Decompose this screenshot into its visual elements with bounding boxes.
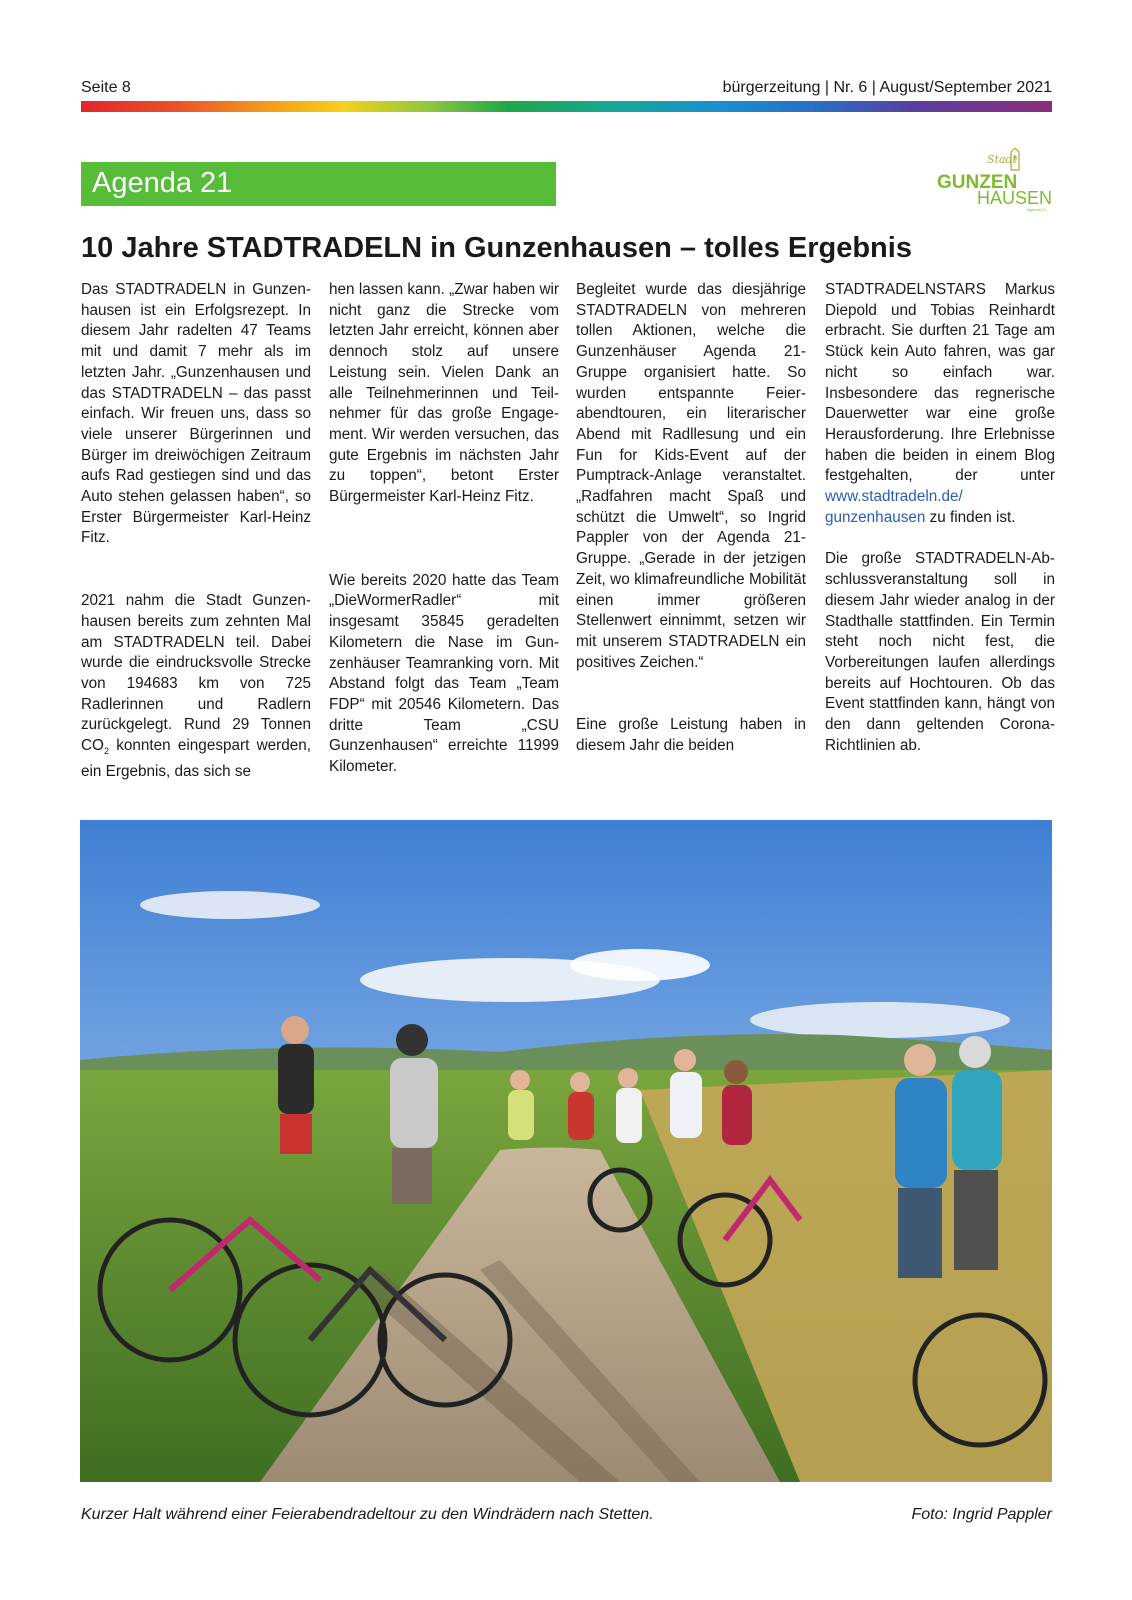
issue-info: bürgerzeitung | Nr. 6 | August/September 2021 [722, 79, 1052, 96]
column-4 [825, 280, 1055, 756]
paragraph: 2021 nahm die Stadt Gunzenhausen bereits zum zehnten Mal am STADTRADELN teil. Dabei wurde die eindrucksvolle Strecke von 194683 km von 725 Radlerinnen und Radlern zurückgelegt. Rund 29 Tonnen $CO_2$ konnten eingespart werden, ein Ergebnis, das sich se [81, 592, 311, 780]
logo-line2: HAUSEN [977, 188, 1053, 208]
photo-illustration [80, 820, 1052, 1482]
paragraph: Eine große Leistung haben in diesem Jahr die beiden [576, 716, 806, 755]
article-headline: 10 Jahre STADTRADELN in Gunzenhausen – tolles Ergebnis [81, 232, 912, 264]
column-2 [329, 280, 559, 778]
city-logo-graphic [935, 148, 1055, 212]
section-banner [81, 162, 556, 206]
section-title: Agenda 21 [92, 167, 233, 199]
paragraph: hen lassen kann. „Zwar haben wir nicht ganz die Strecke vom letzten Jahr erreicht, können aber dennoch stolz auf unsere Leistung sein. Vielen Dank an alle Teilnehmerinnen und Teilnehmer für das große Engagement. Wir werden versuchen, das gute Ergebnis im nächsten Jahr zu toppen“, betont Erster Bürgermeister Karl-Heinz Fitz. [329, 281, 559, 506]
logo-stadt: Stadt [987, 153, 1017, 166]
logo-line1: GUNZEN [937, 172, 1018, 193]
photo-caption: Kurzer Halt während einer Feierabendradeltour zu den Windrädern nach Stetten. [81, 1506, 654, 1523]
co2-subscript: 2 [103, 746, 109, 757]
paragraph: STADTRADELNSTARS Markus Diepold und Tobias Reinhardt erbracht. Sie durften 21 Tage am Stück kein Auto fahren, was gar nicht so einfach war. Insbesondere das regnerische Dauerwetter war eine große Herausforderung. Ihre Erlebnisse haben die beiden in einem Blog festgehalten, der unter www.stadtradeln.de/ gunzenhausen zu finden ist. [825, 281, 1055, 526]
column-1 [81, 280, 311, 783]
rainbow-divider [81, 101, 1052, 112]
article-body [81, 280, 1055, 780]
city-logo [935, 148, 1055, 212]
blog-link[interactable]: www.stadtradeln.de/ gunzenhausen [825, 488, 963, 526]
logo-tag: Agenda 21 [1027, 207, 1047, 212]
paragraph: Das STADTRADELN in Gunzenhausen ist ein Erfolgsrezept. In diesem Jahr radelten 47 Teams mit und damit 7 mehr als im letzten Jahr. „Gunzenhausen und das STADTRADELN – das passt einfach. Wir freuen uns, dass so viele unserer Bürgerinnen und Bürger im dreiwöchigen Zeitraum aufs Rad gestiegen sind und das Auto stehen gelassen haben“, so Erster Bürgermeister Karl-Heinz Fitz. [81, 281, 311, 547]
paragraph: Die große STADTRADELN-Abschlussveranstaltung soll in diesem Jahr wieder analog in der Stadthalle stattfinden. Ein Termin steht noch nicht fest, die Vorbereitungen laufen allerdings bereits auf Hochtouren. Ob das Event stattfinden kann, hängt von den dann geltenden Corona-Richtlinien ab. [825, 550, 1055, 754]
paragraph: Begleitet wurde das diesjährige STADTRADELN von mehreren tollen Aktionen, welche die Gunzenhäuser Agenda 21-Gruppe organisiert hatte. So wurden entspannte Feierabendtouren, ein literarischer Abend mit Radllesung und ein Fun for Kids-Event auf der Pumptrack-Anlage veranstaltet. „Radfahren macht Spaß und schützt die Umwelt“, so Ingrid Pappler von der Agenda 21-Gruppe. „Gerade in der jetzigen Zeit, wo klimafreundliche Mobilität einen immer größeren Stellenwert einnimmt, setzen wir mit unserem STADTRADELN ein positives Zeichen.“ [576, 281, 806, 671]
article-photo [80, 820, 1052, 1482]
page-number: Seite 8 [81, 79, 131, 96]
paragraph: Wie bereits 2020 hatte das Team „DieWormerRadler“ mit insgesamt 35845 geradelten Kilometern die Nase im Gunzenhäuser Teamranking vorn. Mit Abstand folgt das Team „Team FDP“ mit 20546 Kilometern. Das dritte Team „CSU Gunzenhausen“ erreichte 11999 Kilometer. [329, 571, 559, 776]
column-3 [576, 280, 806, 757]
photo-credit: Foto: Ingrid Pappler [911, 1506, 1052, 1523]
